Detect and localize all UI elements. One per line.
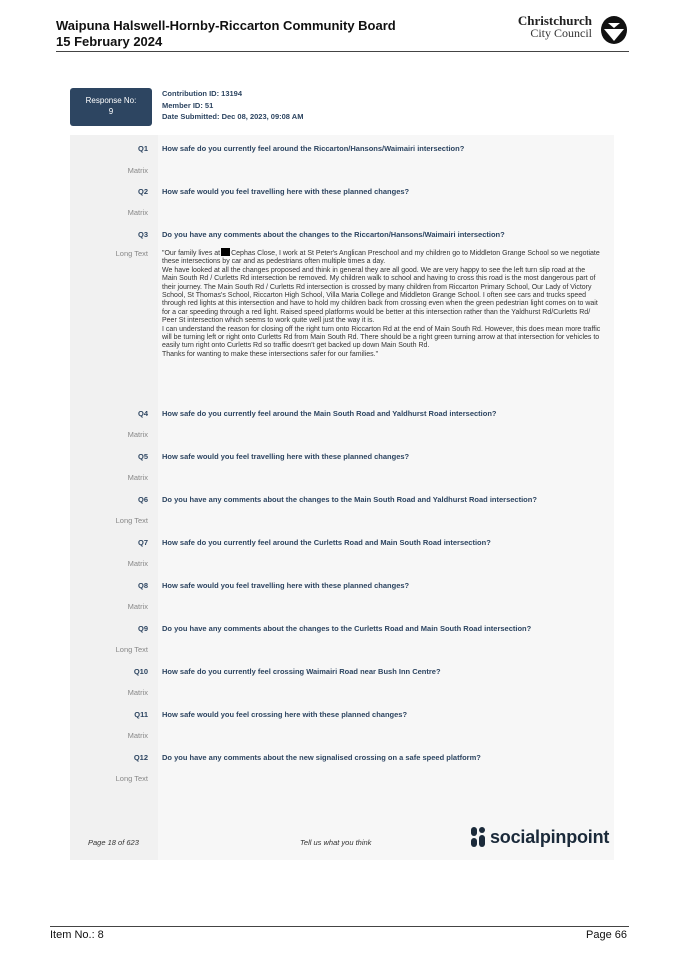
answer-paragraph: We have looked at all the changes proposed and think in general they are all good. We are very happy to see the left turn slip road at the Main South Rd / Curletts Rd intersection be removed. My children walk to school and having to cross this road is the most dangerous part of their journey. The Main South Rd / Curletts Rd intersection is crossed by many children from Riccarton Primary School, Our Lady of Victory School, St Thomas's School, Riccarton High School, Villa Maria College and Middleton Grange School. I often see cars and trucks speed through red lights at this intersection and have to hold my children back from crossing even when the green pedestrian light comes on to wait for a car speeding through a red light. Raised speed platforms would be better at this intersection rather than the Yaldhurst Rd/Curletts Rd/ Peer St intersection which seems to work quite well just the way it is. [162,266,598,325]
question-number: Q8 [137,581,148,590]
response-badge [70,88,152,126]
redaction-box [221,248,230,256]
question-text: How safe do you currently feel crossing Waimairi Road near Bush Inn Centre? [162,667,441,676]
socialpinpoint-wordmark: socialpinpoint [490,827,610,847]
question-text: How safe do you currently feel around the Riccarton/Hansons/Waimairi intersection? [162,144,465,153]
logo-line2: City Council [530,26,592,40]
question-type: Matrix [127,731,148,740]
question-type: Matrix [127,430,148,439]
footer-rule [50,926,629,927]
answer-paragraph: Thanks for wanting to make these intersections safer for our families." [162,350,379,358]
header-title-line1: Waipuna Halswell-Hornby-Riccarton Community Board [56,18,396,33]
question-text: Do you have any comments about the changes to the Main South Road and Yaldhurst Road intersection? [162,495,537,504]
question-type: Long Text [115,516,148,525]
question-number: Q2 [137,187,148,196]
question-text: Do you have any comments about the changes to the Curletts Road and Main South Road intersection? [162,624,532,633]
type-column [70,80,158,860]
header-title-line2: 15 February 2024 [56,34,163,49]
answer-paragraph: I can understand the reason for closing off the right turn onto Riccarton Rd at the end of Main South Rd. However, this does mean more traffic will be turning left or right onto Curletts Rd from Main South Rd. There should be a right green turning arrow at that intersection for vehicles to easily turn right onto Curletts Rd so traffic doesn't get backed up down Main South Rd. [162,325,601,350]
question-number: Q12 [133,753,148,762]
question-number: Q11 [134,710,148,719]
question-type: Long Text [115,249,148,258]
contribution-id: Contribution ID: 13194 [162,89,243,98]
question-type: Long Text [115,645,148,654]
question-number: Q9 [137,624,148,633]
answer-text: "Our family lives at [162,250,221,257]
council-logo [508,14,628,48]
content-column [158,80,614,860]
panel-tagline: Tell us what you think [300,838,372,847]
question-type: Matrix [127,208,148,217]
question-number: Q6 [137,495,148,504]
question-type: Matrix [127,602,148,611]
question-type: Matrix [127,166,148,175]
question-text: Do you have any comments about the changes to the Riccarton/Hansons/Waimairi intersection? [162,230,505,239]
question-text: Do you have any comments about the new signalised crossing on a safe speed platform? [162,753,481,762]
question-text: How safe would you feel crossing here with these planned changes? [162,710,408,719]
question-number: Q3 [137,230,148,239]
question-text: How safe do you currently feel around the Main South Road and Yaldhurst Road intersection? [162,409,497,418]
council-emblem-icon [600,15,628,45]
footer-page-number: Page 66 [586,929,627,941]
question-type: Matrix [127,688,148,697]
member-id: Member ID: 51 [162,100,214,110]
response-badge-label: Response No: [85,96,137,105]
question-number: Q1 [137,144,148,153]
question-number: Q5 [137,452,148,461]
header-rule [56,51,629,52]
response-meta [162,88,303,123]
question-text: How safe would you feel travelling here with these planned changes? [162,581,410,590]
answer-text: Cephas Close, I work at St Peter's Anglican Preschool and my children go to Middleton Grange School so we negotiate these intersections by car and as pedestrians often multiple times a day. [162,250,600,266]
logo-line1: Christchurch [517,13,592,28]
question-text: How safe would you feel travelling here with these planned changes? [162,187,410,196]
response-panel [70,80,614,860]
question-text: How safe would you feel travelling here with these planned changes? [162,452,410,461]
panel-page-number: Page 18 of 623 [88,838,139,847]
footer-item-number: Item No.: 8 [50,929,104,941]
response-badge-number: 9 [108,107,114,116]
question-text: How safe do you currently feel around the Curletts Road and Main South Road intersection? [162,538,491,547]
question-type: Matrix [127,473,148,482]
question-type: Long Text [115,774,148,783]
question-number: Q10 [133,667,148,676]
answer-paragraph [162,248,602,267]
q3-answer [162,248,602,359]
socialpinpoint-icon [470,826,486,848]
question-number: Q4 [137,409,148,418]
date-submitted: Date Submitted: Dec 08, 2023, 09:08 AM [162,112,304,121]
question-number: Q7 [137,538,148,547]
header-title [56,18,396,50]
question-type: Matrix [127,559,148,568]
